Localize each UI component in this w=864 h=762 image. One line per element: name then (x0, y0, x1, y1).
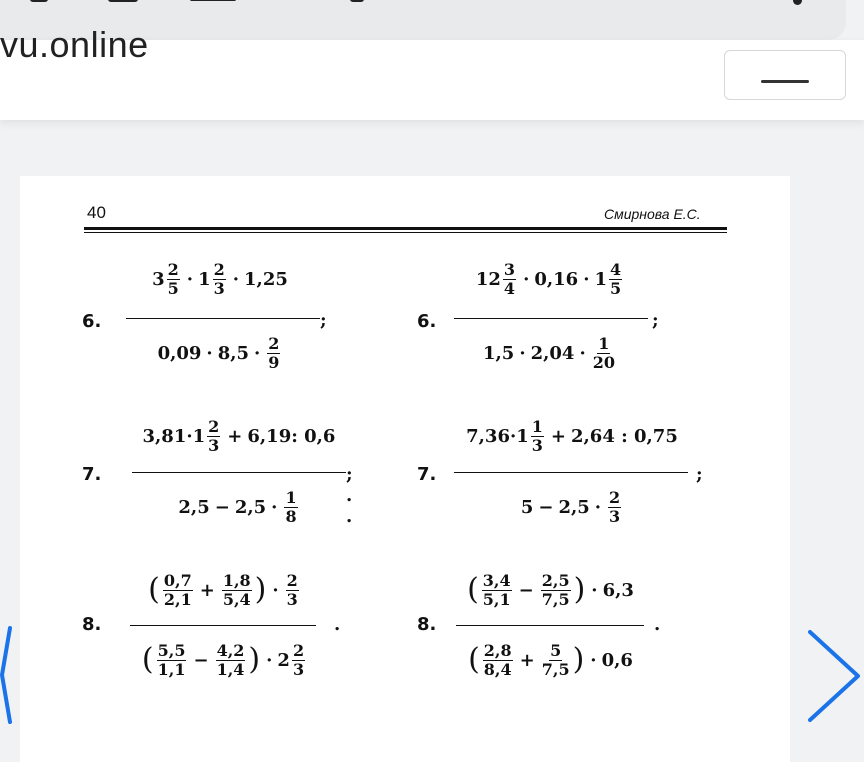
left-paren: ( (468, 642, 480, 677)
operator: − (214, 496, 230, 518)
mixed-whole: 1 (594, 268, 607, 290)
punctuation: ; (320, 310, 327, 331)
fraction (163, 570, 193, 609)
toolbar-glyph[interactable] (190, 0, 236, 1)
page-number: 40 (87, 203, 106, 222)
operator: · (590, 649, 597, 671)
right-paren: ) (248, 642, 261, 677)
fraction-d: 20 (592, 352, 615, 372)
operator: · (272, 579, 279, 601)
fraction-d: 3 (286, 589, 298, 609)
fraction (483, 640, 513, 679)
fraction-denominator (450, 328, 650, 378)
operator: · (523, 268, 530, 290)
fraction-denominator (452, 634, 648, 686)
operator: · (594, 496, 602, 518)
mixed-whole: 1 (516, 425, 529, 447)
fraction-d: 1,4 (216, 659, 245, 679)
fraction (216, 640, 246, 679)
fraction-n: 2 (208, 416, 220, 436)
fraction (609, 259, 622, 298)
fraction-denominator (448, 482, 696, 532)
fraction-d: 5 (610, 278, 622, 298)
fraction-d: 3 (213, 278, 225, 298)
fraction (207, 416, 220, 455)
fraction (482, 570, 512, 609)
fraction-d: 9 (268, 352, 280, 372)
author-name: Смирнова Е.С. (604, 206, 701, 222)
operator: + (199, 579, 215, 601)
fraction (292, 640, 305, 679)
punctuation: ; (652, 310, 659, 331)
fraction-d: 5,1 (482, 589, 511, 609)
fraction-n: 2 (213, 259, 225, 279)
left-paren: ( (467, 572, 479, 607)
fraction-n: 1,8 (222, 570, 251, 590)
problem-number: 8. (417, 614, 437, 635)
number: 2,04 (530, 342, 575, 364)
operator: + (550, 425, 566, 447)
fraction (503, 259, 516, 298)
fraction-numerator (448, 411, 696, 461)
operator: + (227, 425, 243, 447)
fraction-d: 5,4 (222, 589, 251, 609)
fraction-bar (454, 318, 648, 319)
fraction-bar (132, 472, 346, 473)
textbook-page (20, 176, 790, 762)
mixed-whole: 1 (192, 425, 206, 447)
fraction-d: 3 (609, 506, 621, 526)
fraction-numerator (126, 411, 352, 461)
fraction-n: 2 (292, 640, 305, 660)
operator: · (254, 342, 261, 364)
site-header (0, 24, 864, 120)
operator: · (186, 268, 194, 290)
fraction-d: 7,5 (541, 659, 570, 679)
header-rule (84, 227, 727, 230)
fraction-n: 3 (503, 259, 516, 279)
fraction-d: 3 (208, 435, 220, 455)
fraction-n: 5,5 (157, 640, 186, 660)
mixed-whole: 2 (277, 649, 290, 671)
fraction-bar (126, 318, 320, 319)
fraction-n: 4,2 (216, 640, 245, 660)
fraction-n: 2 (268, 333, 280, 353)
fraction-d: 8 (285, 506, 297, 526)
problem-number: 8. (82, 614, 102, 635)
mixed-whole: 1 (198, 268, 211, 290)
right-paren: ) (254, 572, 267, 607)
operator: · (232, 268, 240, 290)
number: 1,25 (244, 268, 288, 290)
fraction-d: 4 (503, 278, 516, 298)
number: 0,6 (601, 649, 633, 671)
fraction-n: 1 (598, 333, 610, 353)
fraction (284, 487, 297, 526)
mixed-whole: 12 (475, 268, 501, 290)
fraction-numerator (452, 564, 648, 616)
fraction-n: 3,4 (482, 570, 511, 590)
fraction-numerator (126, 564, 322, 616)
punctuation: ; . . (346, 464, 353, 527)
number: 2,5 (178, 496, 210, 518)
punctuation: . (654, 614, 661, 635)
number: 2,5 (234, 496, 267, 518)
fraction (157, 640, 187, 679)
fraction (608, 487, 621, 526)
fraction-denominator (120, 328, 320, 378)
fraction-bar (454, 472, 688, 473)
fraction-n: 1 (285, 487, 297, 507)
operator: · (206, 342, 213, 364)
operator: · (579, 342, 586, 364)
number: 0,16 (534, 268, 579, 290)
header-rule-thin (84, 232, 727, 233)
fraction-d: 3 (292, 659, 305, 679)
fraction-denominator (126, 482, 352, 532)
number: 0,09 (157, 342, 202, 364)
fraction-n: 0,7 (163, 570, 192, 590)
more-options-icon[interactable] (793, 0, 802, 5)
operator: − (518, 579, 534, 601)
fraction (541, 570, 571, 609)
punctuation: . (334, 614, 341, 635)
left-paren: ( (141, 642, 154, 677)
hamburger-menu-icon (761, 80, 809, 83)
fraction-numerator (450, 254, 650, 304)
fraction-d: 7,5 (541, 589, 570, 609)
problem-number: 6. (417, 311, 437, 332)
number: 2,5 (558, 496, 590, 518)
fraction-n: 2 (609, 487, 621, 507)
fraction-numerator (120, 254, 320, 304)
number: 3,81· (142, 425, 193, 447)
fraction-n: 2 (167, 259, 179, 279)
next-arrow-icon[interactable] (804, 628, 864, 724)
fraction-n: 4 (610, 259, 622, 279)
operator: + (519, 649, 535, 671)
number: 6,3 (602, 579, 634, 601)
fraction (167, 259, 180, 298)
problem-number: 7. (417, 464, 437, 485)
fraction-d: 3 (531, 435, 543, 455)
right-paren: ) (572, 642, 585, 677)
number: 8,5 (217, 342, 250, 364)
fraction-d: 1,1 (157, 659, 186, 679)
fraction-d: 5 (167, 278, 179, 298)
fraction (541, 640, 570, 679)
fraction (267, 333, 280, 372)
operator: − (193, 649, 209, 671)
operator: · (591, 579, 598, 601)
fraction (286, 570, 299, 609)
fraction-n: 1 (531, 416, 543, 436)
fraction-denominator (126, 634, 322, 686)
fraction-n: 2,8 (483, 640, 512, 660)
right-paren: ) (573, 572, 586, 607)
number: 6,19: 0,6 (247, 425, 336, 447)
fraction-n: 2,5 (541, 570, 570, 590)
toolbar-glyph[interactable] (350, 0, 364, 2)
problem-number: 7. (82, 464, 102, 485)
problem-number: 6. (82, 311, 102, 332)
number: 2,64 : 0,75 (571, 425, 678, 447)
operator: − (538, 496, 554, 518)
toolbar-glyph[interactable] (30, 0, 48, 2)
fraction-d: 8,4 (483, 659, 512, 679)
fraction-d: 2,1 (163, 589, 192, 609)
mixed-whole: 3 (152, 268, 165, 290)
previous-arrow-icon[interactable] (0, 620, 12, 730)
punctuation: ; (696, 464, 703, 485)
fraction (592, 333, 615, 372)
fraction-bar (456, 625, 644, 626)
number: 7,36· (466, 425, 517, 447)
operator: · (519, 342, 526, 364)
left-paren: ( (148, 572, 160, 607)
fraction-n: 2 (286, 570, 298, 590)
menu-button[interactable] (724, 50, 846, 100)
operator: · (266, 649, 273, 671)
number: 1,5 (483, 342, 515, 364)
operator: · (583, 268, 590, 290)
fraction-n: 5 (550, 640, 562, 660)
number: 5 (520, 496, 534, 518)
toolbar-glyph[interactable] (108, 0, 138, 2)
fraction-bar (130, 625, 316, 626)
fraction (531, 416, 544, 455)
fraction (213, 259, 226, 298)
site-name[interactable]: vu.online (0, 24, 149, 65)
fraction (222, 570, 252, 609)
operator: · (271, 496, 278, 518)
